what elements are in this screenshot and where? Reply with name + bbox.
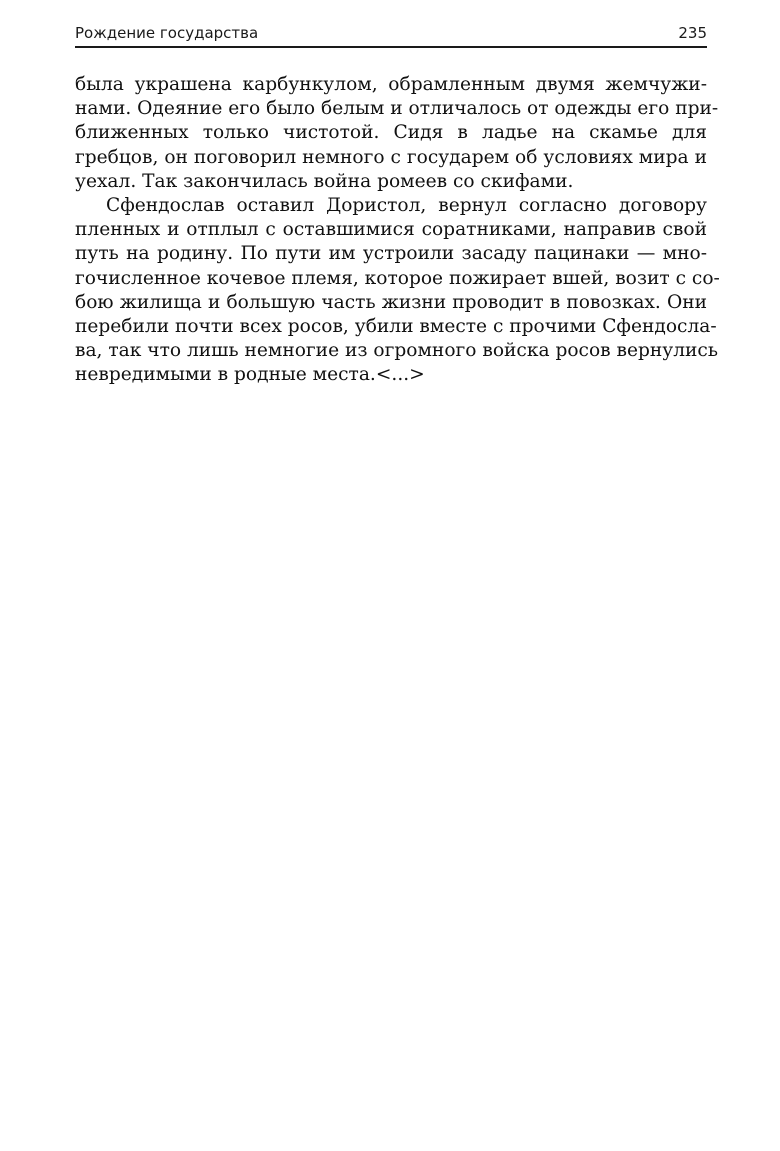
text-line: ва, так что лишь немногие из огромного войска росов вернулись — [75, 340, 718, 362]
text-line: перебили почти всех росов, убили вместе с прочими Сфендосла- — [75, 316, 717, 338]
text-line: пленных и отплыл с оставшимися соратниками, направив свой — [75, 219, 707, 241]
page-number: 235 — [678, 24, 707, 42]
paragraph-2 — [75, 194, 720, 388]
text-line: Сфендослав оставил Дористол, вернул согласно договору — [106, 195, 707, 217]
paragraph-1 — [75, 73, 719, 194]
text-line: уехал. Так закончилась война ромеев со скифами. — [75, 170, 574, 192]
text-line: гребцов, он поговорил немного с государем об условиях мира и — [75, 146, 707, 168]
text-line: гочисленное кочевое племя, которое пожирает вшей, возит с со- — [75, 267, 720, 289]
chapter-title: Рождение государства — [75, 24, 259, 42]
text-line: невредимыми в родные места.<...> — [75, 364, 425, 386]
text-line: была украшена карбункулом, обрамленным двумя жемчужи- — [75, 74, 707, 95]
text-line: бою жилища и большую часть жизни проводит в повозках. Они — [75, 291, 707, 313]
text-line: нами. Одеяние его было белым и отличалось от одежды его при- — [75, 98, 719, 120]
text-line: ближенных только чистотой. Сидя в ладье на скамье для — [75, 122, 707, 144]
running-header — [75, 20, 707, 48]
body-text — [75, 73, 720, 388]
text-line: путь на родину. По пути им устроили засаду пацинаки — мно- — [75, 243, 707, 265]
